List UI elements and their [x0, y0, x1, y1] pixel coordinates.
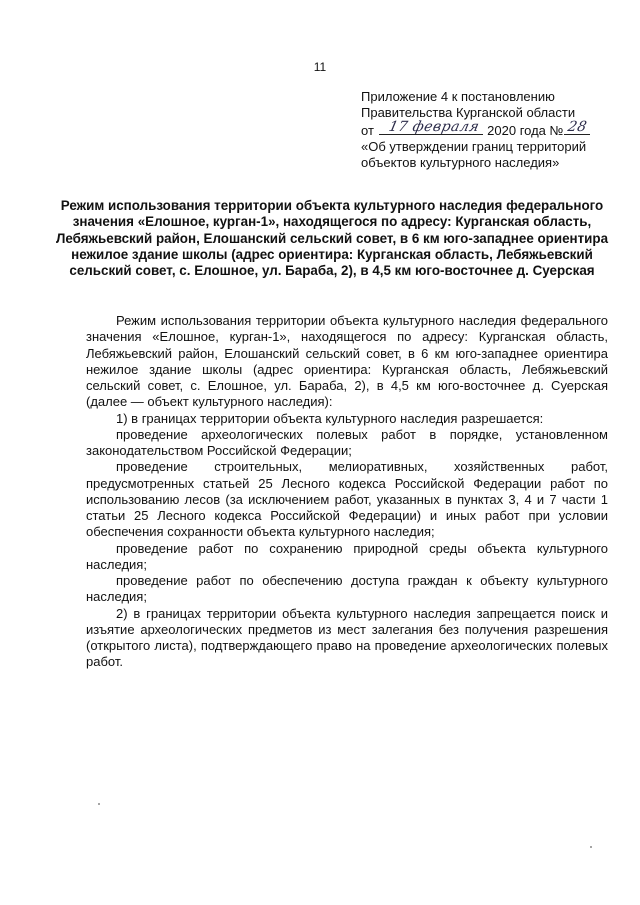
paragraph-intro: Режим использования территории объекта культурного наследия федерального значения «Елошное, курган-1», находящегося по адресу: Курганская область, Лебяжьевский район, Елошанский сельский совет, в 6 км юго-западнее ориентира нежилое здание школы (адрес ориентира: Курганская область, Лебяжьевский сельский совет, с. Елошное, ул. Бараба, 2), в 4,5 км юго-восточнее д. Суерская (далее — объект культурного наследия):: [86, 313, 608, 410]
appendix-line-5: объектов культурного наследия»: [361, 155, 560, 170]
appendix-year-text: 2020 года №: [487, 123, 564, 138]
document-body: [86, 313, 608, 671]
paragraph-prohibited: 2) в границах территории объекта культурного наследия запрещается поиск и изъятие археологических предметов из мест залегания без получения разрешения (открытого листа), подтверждающего право на проведение археологических полевых работ.: [86, 605, 608, 670]
paragraph-construction-works: проведение строительных, мелиоративных, хозяйственных работ, предусмотренных статьей 25 Лесного кодекса Российской Федерации работ по использованию лесов (за исключением работ, указанных в пунктах 3, 4 и 7 части 1 статьи 25 Лесного кодекса Российской Федерации) и иных работ при условии обеспечения сохранности объекта культурного наследия;: [86, 459, 608, 540]
scan-speck: [98, 803, 100, 805]
scan-speck: [590, 846, 592, 848]
paragraph-permitted-header: 1) в границах территории объекта культурного наследия разрешается:: [116, 410, 544, 426]
paragraph-public-access: проведение работ по обеспечению доступа граждан к объекту культурного наследия;: [86, 573, 608, 605]
document-title: Режим использования территории объекта культурного наследия федерального значения «Елошное, курган-1», находящегося по адресу: Курганская область, Лебяжьевский район, Елошанский сельский совет, в 6 км юго-западнее ориентира нежилое здание школы (адрес ориентира: Курганская область, Лебяжьевский сельский совет, с. Елошное, ул. Бараба, 2), в 4,5 км юго-восточнее д. Суерская: [55, 198, 609, 279]
handwritten-date: 17 февраля: [386, 119, 481, 135]
appendix-line-2: Правительства Курганской области: [361, 105, 576, 120]
appendix-line-4: «Об утверждении границ территорий: [361, 139, 587, 154]
appendix-line-1: Приложение 4 к постановлению: [361, 89, 555, 104]
date-blank: [379, 121, 483, 135]
appendix-date-line: [361, 121, 621, 139]
appendix-block: [361, 89, 621, 171]
page-number: 11: [313, 60, 327, 74]
paragraph-archaeological-works: проведение археологических полевых работ в порядке, установленном законодательством Российской Федерации;: [86, 426, 608, 458]
paragraph-nature-preservation: проведение работ по сохранению природной среды объекта культурного наследия;: [86, 540, 608, 572]
number-blank: [564, 121, 590, 135]
appendix-from-prefix: от: [361, 123, 374, 138]
handwritten-number: 28: [566, 119, 589, 135]
